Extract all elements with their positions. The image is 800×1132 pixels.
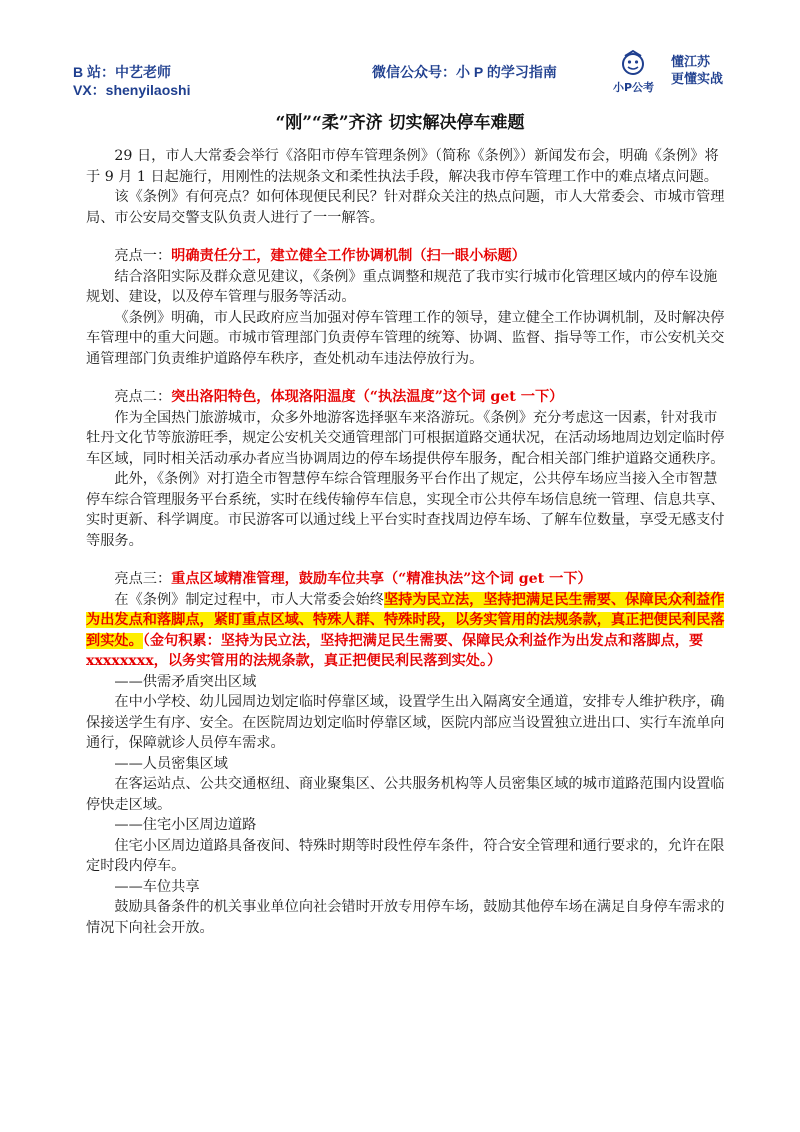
- section3-heading: [86, 569, 730, 590]
- logo-small-text: 小P公考: [613, 81, 655, 94]
- section2-paragraph-1: 作为全国热门旅游城市，众多外地游客选择驱车来洛游玩。《条例》充分考虑这一因素，针对我市牡丹文化节等旅游旺季，规定公安机关交通管理部门可根据道路交通状况，在活动场地周边划定临时停车区域，同时相关活动承办者应当协调周边的停车场提供停车服务，配合相关部门维护道路交通秩序。: [86, 409, 725, 467]
- wechat-account: 微信公众号：小 P 的学习指南: [372, 64, 557, 80]
- subtext-space-sharing: 鼓励具备条件的机关事业单位向社会错时开放专用停车场，鼓励其他停车场在满足自身停车需求的情况下向社会开放。: [86, 899, 725, 936]
- section3-heading-text: 重点区域精准管理，鼓励车位共享（“精准执法”这个词 get 一下）: [171, 571, 592, 587]
- section2-heading-text: 突出洛阳特色，体现洛阳温度（“执法温度”这个词 get 一下）: [171, 389, 564, 405]
- section1-lead: 亮点一：: [114, 248, 172, 264]
- intro-paragraph-2: 该《条例》有何亮点？如何体现便民利民？针对群众关注的热点问题，市人大常委会、市城市管理局、市公安局交警支队负责人进行了一一解答。: [86, 189, 725, 226]
- section2-paragraph-2: 此外，《条例》对打造全市智慧停车综合管理服务平台作出了规定，公共停车场应当接入全市智慧停车综合管理服务平台系统，实时在线传输停车信息，实现全市公共停车场信息统一管理、信息共享、实时更新、科学调度。市民游客可以通过线上平台实时查找周边停车场、了解车位数量，享受无感支付等服务。: [86, 471, 725, 549]
- logo-line2: 更懂实战: [671, 72, 724, 87]
- section3-highlighted-text: 坚持为民立法，坚持把满足民生需要、保障民众利益作为出发点和落脚点，紧盯重点区域、特殊人群、特殊时段，以务实管用的法规条款，真正把便民利民落到实处。: [86, 591, 725, 649]
- brand-logo: [613, 48, 743, 96]
- logo-emblem: [613, 48, 671, 96]
- bilibili-account: B 站：中艺老师: [73, 64, 171, 80]
- subtext-crowded-area: 在客运站点、公共交通枢纽、商业聚集区、公共服务机构等人员密集区域的城市道路范围内设置临停快走区域。: [86, 776, 725, 813]
- vx-account: VX：shenyilaoshi: [73, 82, 191, 98]
- section1-paragraph-1: 结合洛阳实际及群众意见建议，《条例》重点调整和规范了我市实行城市化管理区域内的停车设施规划、建设，以及停车管理与服务等活动。: [86, 268, 718, 305]
- section1-heading: [86, 246, 730, 267]
- intro-paragraph-1: 29 日，市人大常委会举行《洛阳市停车管理条例》（简称《条例》）新闻发布会，明确《条例》将于 9 月 1 日起施行，用刚性的法规条文和柔性执法手段，解决我市停车管理工作中的难点堵点问题。: [86, 148, 719, 185]
- subheading-space-sharing: ——车位共享: [114, 878, 200, 895]
- section2-lead: 亮点二：: [114, 389, 172, 405]
- subtext-supply-demand: 在中小学校、幼儿园周边划定临时停靠区域，设置学生出入隔离安全通道，安排专人维护秩序，确保接送学生有序、安全。在医院周边划定临时停靠区域，医院内部应当设置独立进出口、实行车流单向通行，保障就诊人员停车需求。: [86, 694, 725, 751]
- section3-plain-text: 在《条例》制定过程中，市人大常委会始终: [114, 591, 384, 608]
- article-title: “刚”“柔”齐济 切实解决停车难题: [275, 113, 525, 133]
- logo-line1: 懂江苏: [671, 55, 711, 70]
- section1-paragraph-2: 《条例》明确，市人民政府应当加强对停车管理工作的领导，建立健全工作协调机制，及时解决停车管理中的重大问题。市城市管理部门负责停车管理的统筹、协调、监督、指导等工作，市公安机关交通管理部门负责维护道路停车秩序，查处机动车违法停放行为。: [86, 309, 725, 367]
- golden-sentence-note: （金句积累：坚持为民立法，坚持把满足民生需要、保障民众利益作为出发点和落脚点，要 xxxxxxxx，以务实管用的法规条款，真正把便民利民落到实处。）: [86, 632, 704, 669]
- section1-heading-text: 明确责任分工，建立健全工作协调机制（扫一眼小标题）: [171, 248, 526, 264]
- article-body: [86, 146, 730, 938]
- subheading-residential-road: ——住宅小区周边道路: [114, 817, 257, 833]
- subheading-supply-demand: ——供需矛盾突出区域: [114, 673, 257, 690]
- section3-lead: 亮点三：: [114, 571, 172, 587]
- subheading-crowded-area: ——人员密集区域: [114, 755, 228, 772]
- section2-heading: [86, 387, 730, 408]
- section3-paragraph-1: [86, 590, 730, 672]
- subtext-residential-road: 住宅小区周边道路具备夜间、特殊时期等时段性停车条件，符合安全管理和通行要求的，允许在限定时段内停车。: [86, 837, 725, 874]
